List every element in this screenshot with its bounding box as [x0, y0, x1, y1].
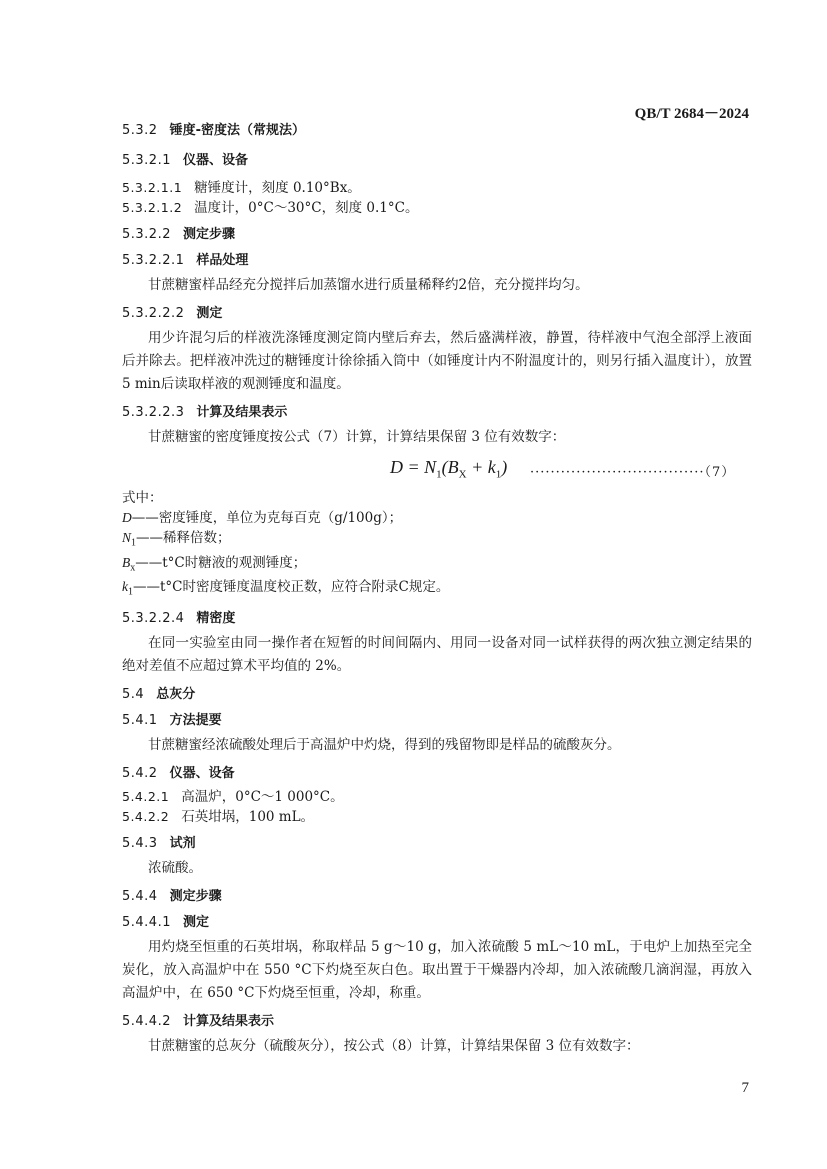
paragraph-calc-intro: 甘蔗糖蜜的密度锤度按公式（7）计算，计算结果保留 3 位有效数字： [148, 429, 566, 445]
where-item-d: D——密度锤度，单位为克每百克（g/100g）； [122, 510, 403, 526]
heading-5-4: 5.4 总灰分 [122, 687, 196, 703]
formula-number: ··································（7） [530, 465, 736, 480]
paragraph-measurement: 用少许混匀后的样液洗涤锤度测定筒内壁后弃去，然后盛满样液，静置，待样液中气泡全部浮上液面后并除去。把样液冲洗过的糖锤度计徐徐插入筒中（如锤度计内不附温度计的，则另行插入温度计），放置5 min后读取样液的观测锤度和温度。 [122, 330, 752, 392]
item-5-3-2-1-1: 5.3.2.1.1 糖锤度计，刻度 0.10°Bx。 [122, 180, 361, 196]
paragraph-precision: 在同一实验室由同一操作者在短暂的时间间隔内、用同一设备对同一试样获得的两次独立测定结果的绝对差值不应超过算术平均值的 2%。 [122, 635, 752, 675]
paragraph-ash-measurement: 用灼烧至恒重的石英坩埚，称取样品 5 g～10 g，加入浓硫酸 5 mL～10 mL，于电炉上加热至完全炭化，放入高温炉中在 550 °C下灼烧至灰白色。取出置于干燥器内冷却，加入浓硫酸几滴润湿，再放入高温炉中，在 650 °C下灼烧至恒重，冷却，称重。 [122, 939, 752, 1002]
page-number: 7 [741, 1080, 749, 1096]
heading-5-3-2: 5.3.2 锤度-密度法（常规法） [122, 123, 305, 138]
heading-5-4-2: 5.4.2 仪器、设备 [122, 766, 235, 782]
heading-5-4-4-1: 5.4.4.1 测定 [122, 915, 209, 931]
heading-5-4-1: 5.4.1 方法提要 [122, 713, 222, 729]
document-body [122, 118, 752, 1058]
where-item-bx: $B_x——t^\circ C$时糖液的观测锤度； [122, 554, 307, 574]
formula-expression: $D = N_1(B_X + k_1)$ [390, 457, 508, 481]
where-item-n1: $N_1——$稀释倍数； [122, 530, 231, 549]
heading-5-4-3: 5.4.3 试剂 [122, 836, 196, 852]
heading-5-3-2-2-3: 5.3.2.2.3 计算及结果表示 [122, 405, 288, 420]
item-5-3-2-1-2: 5.3.2.1.2 温度计，0°C～30°C，刻度 0.1°C。 [122, 200, 419, 216]
heading-5-4-4: 5.4.4 测定步骤 [122, 889, 222, 905]
paragraph-reagent: 浓硫酸。 [148, 860, 202, 877]
heading-5-3-2-2-1: 5.3.2.2.1 样品处理 [122, 253, 249, 268]
paragraph-method-summary: 甘蔗糖蜜经浓硫酸处理后于高温炉中灼烧，得到的残留物即是样品的硫酸灰分。 [148, 737, 621, 754]
heading-5-3-2-2-2: 5.3.2.2.2 测定 [122, 306, 223, 321]
paragraph-ash-calc: 甘蔗糖蜜的总灰分（硫酸灰分），按公式（8）计算，计算结果保留 3 位有效数字： [148, 1038, 640, 1055]
heading-5-3-2-1: 5.3.2.1 仪器、设备 [122, 153, 248, 168]
item-5-4-2-2: 5.4.2.2 石英坩埚，100 mL。 [122, 809, 315, 826]
heading-5-3-2-2-4: 5.3.2.2.4 精密度 [122, 611, 236, 627]
heading-5-4-4-2: 5.4.4.2 计算及结果表示 [122, 1014, 274, 1030]
paragraph-sample-prep: 甘蔗糖蜜样品经充分搅拌后加蒸馏水进行质量稀释约2倍，充分搅拌均匀。 [148, 277, 589, 293]
formula-7 [122, 453, 752, 489]
item-5-4-2-1: 5.4.2.1 高温炉，0°C～1 000°C。 [122, 789, 344, 806]
where-label: 式中： [122, 490, 163, 506]
standard-id: QB/T 2684－2024 [634, 106, 749, 122]
heading-5-3-2-2: 5.3.2.2 测定步骤 [122, 227, 235, 242]
where-item-k1: $k_1——t^\circ C$时密度锤度温度校正数，应符合附录C规定。 [122, 579, 450, 599]
